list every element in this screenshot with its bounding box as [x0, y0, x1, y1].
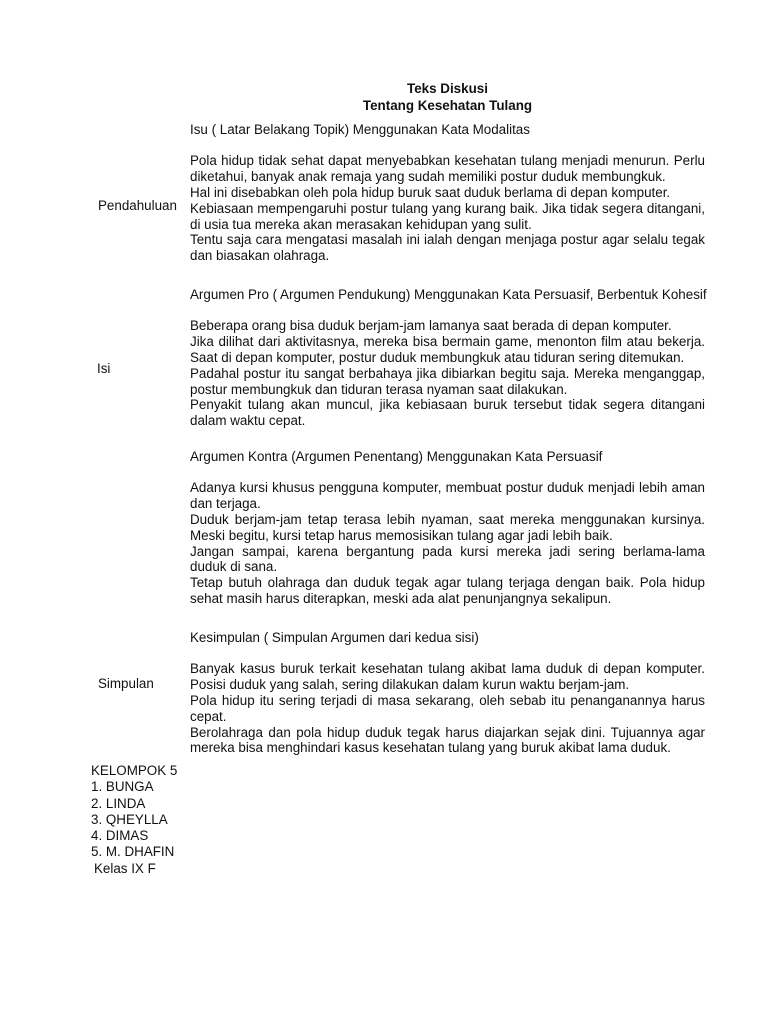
group-member: 2. LINDA — [91, 795, 146, 811]
paragraph: Tentu saja cara mengatasi masalah ini ialah dengan menjaga postur agar selalu tegak dan biasakan olahraga. — [190, 232, 705, 264]
paragraph: Pola hidup itu sering terjadi di masa sekarang, oleh sebab itu penanganannya harus cepat. — [190, 692, 705, 724]
paragraph: Beberapa orang bisa duduk berjam-jam lamanya saat berada di depan komputer. — [190, 317, 672, 333]
paragraph: Kebiasaan mempengaruhi postur tulang yang kurang baik. Jika tidak segera ditangani, di usia tua mereka akan merasakan kehidupan yang sulit. — [190, 200, 705, 232]
paragraph: Tetap butuh olahraga dan duduk tegak agar tulang terjaga dengan baik. Pola hidup sehat masih harus diterapkan, meski ada alat penunjangnya sekalipun. — [190, 575, 705, 607]
heading-isu: Isu ( Latar Belakang Topik) Menggunakan Kata Modalitas — [190, 122, 530, 137]
paragraph: Penyakit tulang akan muncul, jika kebiasaan buruk tersebut tidak segera ditangani dalam waktu cepat. — [190, 397, 705, 429]
document-title: Teks Diskusi — [407, 81, 488, 96]
document-subtitle: Tentang Kesehatan Tulang — [362, 98, 533, 113]
paragraph: Hal ini disebabkan oleh pola hidup buruk saat duduk berlama di depan komputer. — [190, 184, 671, 200]
heading-argumen-kontra: Argumen Kontra (Argumen Penentang) Menggunakan Kata Persuasif — [190, 449, 603, 464]
paragraph: Adanya kursi khusus pengguna komputer, membuat postur duduk menjadi lebih aman dan terjaga. — [190, 479, 705, 511]
section-isi-pro — [190, 287, 705, 429]
paragraph: Padahal postur itu sangat berbahaya jika dibiarkan begitu saja. Mereka menganggap, postur membungkuk dan tiduran terasa nyaman saat dilakukan. — [190, 365, 705, 397]
paragraph: Jika dilihat dari aktivitasnya, mereka bisa bermain game, menonton film atau bekerja. Saat di depan komputer, postur duduk membungkuk atau tiduran sering ditemukan. — [190, 333, 705, 365]
heading-argumen-pro: Argumen Pro ( Argumen Pendukung) Menggunakan Kata Persuasif, Berbentuk Kohesif — [190, 287, 707, 302]
group-info — [91, 763, 177, 877]
group-member: 1. BUNGA — [91, 779, 154, 795]
paragraph: Pola hidup tidak sehat dapat menyebabkan kesehatan tulang menjadi menurun. Perlu diketahui, banyak anak remaja yang sudah memiliki postur duduk membungkuk. — [190, 152, 705, 184]
group-member: 4. DIMAS — [91, 828, 149, 844]
heading-kesimpulan: Kesimpulan ( Simpulan Argumen dari kedua sisi) — [190, 630, 479, 645]
section-isi-kontra — [190, 449, 705, 607]
section-label-isi: Isi — [97, 361, 111, 376]
paragraph: Berolahraga dan pola hidup duduk tegak harus diajarkan sejak dini. Tujuannya agar mereka bisa menghindari kasus kesehatan tulang yang buruk akibat lama duduk. — [190, 724, 705, 756]
section-simpulan — [190, 630, 705, 756]
paragraph: Duduk berjam-jam tetap terasa lebih nyaman, saat mereka menggunakan kursinya. Meski begitu, kursi tetap harus memosisikan tulang agar jadi lebih baik. — [190, 511, 705, 543]
paragraph: Jangan sampai, karena bergantung pada kursi mereka jadi sering berlama-lama duduk di sana. — [190, 543, 705, 575]
section-label-pendahuluan: Pendahuluan — [98, 198, 177, 213]
section-label-simpulan: Simpulan — [98, 676, 154, 691]
section-pendahuluan — [190, 122, 705, 264]
group-member: 5. M. DHAFIN — [91, 844, 175, 860]
group-member: 3. QHEYLLA — [91, 811, 168, 827]
paragraph: Banyak kasus buruk terkait kesehatan tulang akibat lama duduk di depan komputer. Posisi duduk yang salah, sering dilakukan dalam kurun waktu berjam-jam. — [190, 660, 705, 692]
class-label: Kelas IX F — [94, 860, 156, 876]
group-name: KELOMPOK 5 — [91, 763, 178, 778]
